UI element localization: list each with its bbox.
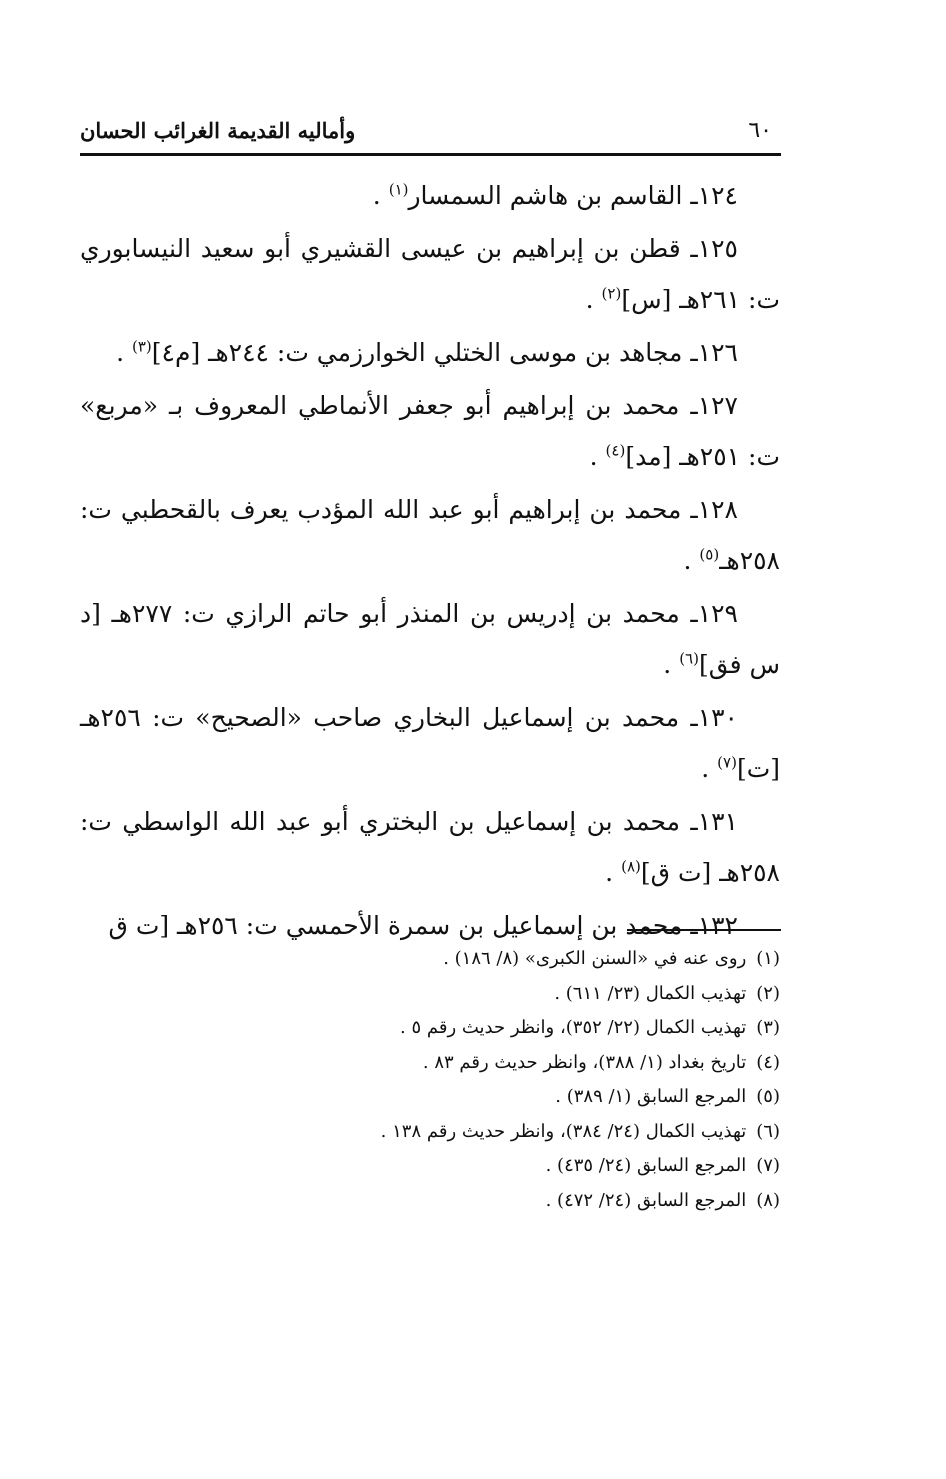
page-header (80, 118, 780, 152)
footnote-number: (١) (756, 948, 780, 969)
entry-text: ـ قطن بن إبراهيم بن عيسى القشيري أبو سعيد النيسابوري ت: ٢٦١هـ [س] (80, 234, 780, 314)
entry-number: ١٢٨ (697, 495, 738, 524)
entry-text: ـ محمد بن إسماعيل بن البختري أبو عبد الله الواسطي ت: ٢٥٨هـ [ت ق] (80, 807, 780, 887)
footnote-ref: (٢) (601, 284, 622, 303)
entry-number: ١٣٠ (697, 703, 738, 732)
footnotes-list (80, 942, 780, 1218)
entry-end: . (683, 546, 700, 575)
entry-end: . (585, 285, 602, 314)
footnote-1 (80, 942, 780, 977)
entry-text: ـ محمد بن إسماعيل البخاري صاحب «الصحيح» ت: ٢٥٦هـ [ت] (80, 703, 780, 783)
footnote-number: (٦) (756, 1120, 780, 1142)
footnote-ref: (١) (388, 180, 409, 199)
footnote-ref: (٥) (699, 545, 720, 564)
entry-number: ١٢٦ (697, 338, 738, 367)
entry-131 (80, 796, 780, 898)
entry-end: . (663, 650, 680, 679)
entry-128 (80, 484, 780, 586)
entries-list (80, 170, 780, 953)
entry-end: . (116, 338, 132, 367)
entry-129 (80, 588, 780, 690)
footnote-7 (80, 1149, 780, 1184)
footnote-ref: (٣) (131, 337, 152, 356)
entry-end: . (605, 858, 622, 887)
entry-number: ١٢٥ (697, 234, 738, 263)
footnote-number: (٧) (756, 1155, 780, 1176)
footnote-text: تهذيب الكمال (٢٢/ ٣٥٢)، وانظر حديث رقم ٥ . (400, 1017, 747, 1038)
footnote-ref: (٦) (679, 649, 699, 668)
entry-125 (80, 223, 780, 325)
entry-text: ـ مجاهد بن موسى الختلي الخوارزمي ت: ٢٤٤هـ [م٤] (151, 338, 698, 367)
entry-number: ١٣١ (697, 807, 738, 836)
entry-number: ١٢٧ (697, 391, 738, 420)
page-number: ٦٠ (748, 118, 772, 143)
footnote-6 (80, 1115, 780, 1150)
footnote-4 (80, 1046, 780, 1081)
entry-text: ـ محمد بن إبراهيم أبو عبد الله المؤدب يعرف بالقحطبي ت: ٢٥٨هـ (80, 495, 780, 575)
footnote-ref: (٨) (621, 857, 641, 876)
footnote-ref: (٧) (717, 753, 737, 772)
footnote-text: المرجع السابق (٢٤/ ٤٣٥) . (545, 1155, 747, 1176)
footnote-5 (80, 1080, 780, 1115)
entry-130 (80, 692, 780, 794)
footnote-text: تهذيب الكمال (٢٣/ ٦١١) . (554, 982, 747, 1004)
footnote-number: (٤) (756, 1051, 780, 1073)
entry-end: . (372, 181, 389, 210)
entry-127 (80, 380, 780, 482)
entry-124 (80, 170, 780, 221)
running-title: وأماليه القديمة الغرائب الحسان (80, 118, 356, 143)
entry-text: ـ محمد بن إبراهيم أبو جعفر الأنماطي المعروف بـ «مربع» ت: ٢٥١هـ [مد] (80, 391, 780, 471)
footnote-2 (80, 977, 780, 1012)
footnote-number: (٥) (756, 1086, 780, 1107)
entry-text: ـ القاسم بن هاشم السمسار (408, 181, 698, 210)
footnote-text: تهذيب الكمال (٢٤/ ٣٨٤)، وانظر حديث رقم ١٣٨ . (380, 1120, 747, 1142)
footnote-number: (٨) (756, 1189, 780, 1211)
footnote-number: (٢) (756, 982, 780, 1004)
footnote-rule (627, 929, 781, 931)
footnote-text: المرجع السابق (٢٤/ ٤٧٢) . (545, 1189, 747, 1211)
footnote-text: المرجع السابق (١/ ٣٨٩) . (555, 1086, 747, 1107)
header-rule (80, 153, 781, 156)
entry-text: ـ محمد بن إدريس بن المنذر أبو حاتم الرازي ت: ٢٧٧هـ [د س فق] (80, 599, 780, 679)
footnote-8 (80, 1184, 780, 1219)
entry-126 (80, 327, 780, 378)
footnote-3 (80, 1011, 780, 1046)
footnote-text: روى عنه في «السنن الكبرى» (٨/ ١٨٦) . (443, 948, 747, 969)
entry-end: . (589, 442, 606, 471)
entry-end: . (701, 754, 718, 783)
entry-number: ١٣٢ (697, 911, 738, 940)
footnote-ref: (٤) (605, 441, 626, 460)
footnote-text: تاريخ بغداد (١/ ٣٨٨)، وانظر حديث رقم ٨٣ . (422, 1051, 747, 1073)
entry-text: ـ محمد بن إسماعيل بن سمرة الأحمسي ت: ٢٥٦هـ [ت ق (108, 911, 698, 940)
entry-number: ١٢٩ (697, 599, 738, 628)
footnote-number: (٣) (756, 1017, 780, 1038)
entry-number: ١٢٤ (697, 181, 738, 210)
